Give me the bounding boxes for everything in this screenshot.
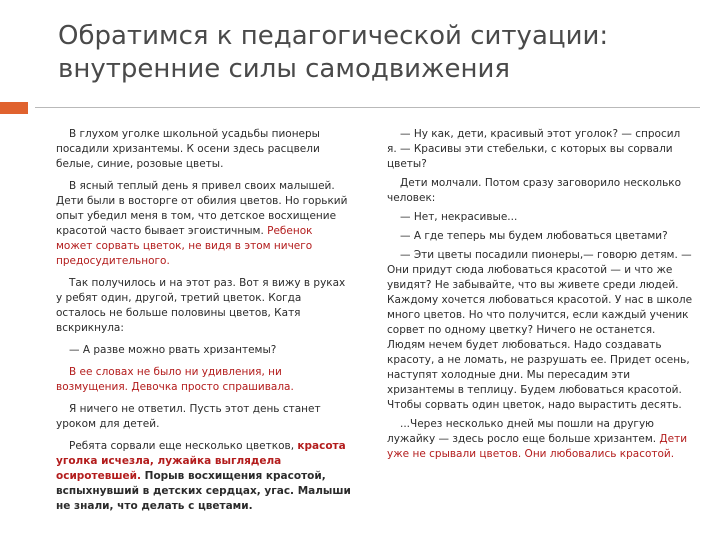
left-paragraph-5: В ее словах не было ни удивления, ни возмущения. Девочка просто спрашивала.	[56, 366, 294, 393]
slide-title	[58, 20, 698, 86]
right-column	[387, 127, 693, 466]
right-paragraph-6-highlight: Дети уже не срывали цветов. Они любовались красотой.	[387, 433, 688, 460]
right-paragraph-1: — Ну как, дети, красивый этот уголок? — спросил я. — Красивы эти стебельки, с которых вы сорвали цветы?	[387, 128, 681, 170]
left-paragraph-7-text: Ребята сорвали еще несколько цветков,	[69, 440, 298, 452]
left-paragraph-2-highlight: Ребенок может сорвать цветок, не видя в этом ничего предосудительного.	[56, 225, 313, 267]
left-paragraph-4: — А разве можно рвать хризантемы?	[69, 344, 277, 356]
left-paragraph-1: В глухом уголке школьной усадьбы пионеры посадили хризантемы. К осени здесь расцвели белые, синие, розовые цветы.	[56, 128, 320, 170]
left-paragraph-6: Я ничего не ответил. Пусть этот день станет уроком для детей.	[56, 403, 321, 430]
title-line-2: внутренние силы самодвижения	[58, 54, 511, 84]
left-paragraph-2	[56, 179, 352, 269]
right-paragraph-4: — А где теперь мы будем любоваться цветами?	[400, 230, 668, 242]
right-paragraph-6-text: ...Через несколько дней мы пошли на другую лужайку — здесь росло еще больше хризантем.	[387, 418, 660, 445]
left-paragraph-3: Так получилось и на этот раз. Вот я вижу в руках у ребят один, другой, третий цветок. Когда осталось не больше половины цветов, Катя вскрикнула:	[56, 277, 346, 334]
title-line-1: Обратимся к педагогической ситуации:	[58, 21, 609, 51]
left-paragraph-7	[56, 439, 352, 514]
left-paragraph-2-text: В ясный теплый день я привел своих малышей. Дети были в восторге от обилия цветов. Но горький опыт убедил меня в том, что детское восхищение красотой часто бывает эгоистичным.	[56, 180, 348, 237]
right-paragraph-3: — Нет, некрасивые...	[400, 211, 518, 223]
right-paragraph-2: Дети молчали. Потом сразу заговорило несколько человек:	[387, 177, 682, 204]
left-column	[56, 127, 352, 521]
accent-bar	[0, 102, 28, 114]
right-paragraph-5: — Эти цветы посадили пионеры,— говорю детям. — Они придут сюда любоваться красотой — и что же увидят? Не забывайте, что вы живете среди людей. Каждому хочется любоваться красотой. У нас в школе много цветов. Но что получится, если каждый ученик сорвет по одному цветку? Ничего не останется. Людям нечем будет любоваться. Надо создавать красоту, а не ломать, не разрушать ее. Придет осень, наступят холодные дни. Мы пересадим эти хризантемы в теплицу. Будем любоваться красотой. Чтобы сорвать один цветок, надо вырастить десять.	[387, 249, 693, 411]
title-divider	[35, 107, 700, 108]
right-paragraph-6	[387, 417, 693, 462]
left-paragraph-7-highlight: красота уголка исчезла, лужайка выглядела осиротевшей.	[56, 440, 346, 482]
left-paragraph-7-bold: Порыв восхищения красотой, вспыхнувший в детских сердцах, угас. Малыши не знали, что делать с цветами.	[56, 470, 351, 512]
